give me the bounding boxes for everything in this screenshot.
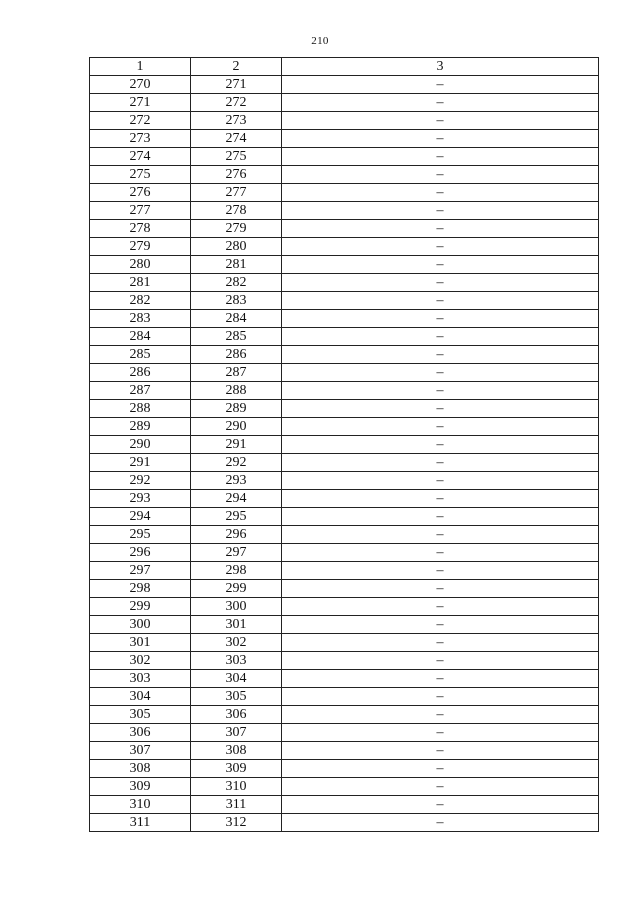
table-cell-col3: – (282, 472, 599, 490)
page-number: 210 (311, 35, 329, 47)
table-cell-col1: 309 (90, 778, 191, 796)
table-cell-col3: – (282, 418, 599, 436)
table-cell-col1: 288 (90, 400, 191, 418)
table-cell-col1: 302 (90, 652, 191, 670)
table-cell-col3: – (282, 436, 599, 454)
table-row (90, 184, 599, 202)
table-cell-col1: 280 (90, 256, 191, 274)
table-cell-col2: 292 (191, 454, 282, 472)
table-cell-col2: 289 (191, 400, 282, 418)
table-cell-col3: – (282, 796, 599, 814)
table-row (90, 310, 599, 328)
table-cell-col3: – (282, 256, 599, 274)
table-cell-col1: 307 (90, 742, 191, 760)
table-cell-col3: – (282, 742, 599, 760)
table-row (90, 202, 599, 220)
table-cell-col2: 276 (191, 166, 282, 184)
column-header-2: 2 (191, 58, 282, 76)
table-row (90, 328, 599, 346)
table-cell-col1: 277 (90, 202, 191, 220)
table-cell-col1: 274 (90, 148, 191, 166)
table-cell-col2: 302 (191, 634, 282, 652)
table-cell-col1: 291 (90, 454, 191, 472)
table-row (90, 382, 599, 400)
table-cell-col1: 283 (90, 310, 191, 328)
table-row (90, 796, 599, 814)
table-row (90, 760, 599, 778)
table-row (90, 220, 599, 238)
table-cell-col2: 299 (191, 580, 282, 598)
table-cell-col2: 291 (191, 436, 282, 454)
table-row (90, 454, 599, 472)
table-cell-col3: – (282, 526, 599, 544)
table-cell-col2: 285 (191, 328, 282, 346)
table-cell-col1: 293 (90, 490, 191, 508)
table-row (90, 346, 599, 364)
table-cell-col3: – (282, 778, 599, 796)
table-cell-col2: 310 (191, 778, 282, 796)
data-table (89, 57, 599, 832)
table-cell-col3: – (282, 652, 599, 670)
table-cell-col2: 287 (191, 364, 282, 382)
table-cell-col1: 292 (90, 472, 191, 490)
table-row (90, 76, 599, 94)
table-cell-col3: – (282, 490, 599, 508)
table-row (90, 112, 599, 130)
table-cell-col2: 272 (191, 94, 282, 112)
table-cell-col1: 290 (90, 436, 191, 454)
table-cell-col3: – (282, 364, 599, 382)
table-row (90, 490, 599, 508)
table-cell-col2: 305 (191, 688, 282, 706)
table-cell-col2: 298 (191, 562, 282, 580)
table-cell-col3: – (282, 328, 599, 346)
table-cell-col3: – (282, 400, 599, 418)
table-cell-col2: 283 (191, 292, 282, 310)
table-row (90, 562, 599, 580)
table-cell-col3: – (282, 706, 599, 724)
table-cell-col3: – (282, 94, 599, 112)
table-cell-col2: 279 (191, 220, 282, 238)
table-cell-col3: – (282, 202, 599, 220)
table-cell-col2: 308 (191, 742, 282, 760)
table-cell-col2: 306 (191, 706, 282, 724)
table-cell-col3: – (282, 184, 599, 202)
table-header (90, 58, 599, 76)
table-row (90, 274, 599, 292)
table-cell-col3: – (282, 220, 599, 238)
table-cell-col1: 275 (90, 166, 191, 184)
table-row (90, 598, 599, 616)
table-cell-col3: – (282, 76, 599, 94)
table-cell-col1: 311 (90, 814, 191, 832)
table-cell-col3: – (282, 580, 599, 598)
table-row (90, 706, 599, 724)
table-cell-col1: 276 (90, 184, 191, 202)
table-cell-col3: – (282, 508, 599, 526)
table-cell-col1: 301 (90, 634, 191, 652)
table-row (90, 616, 599, 634)
table-row (90, 238, 599, 256)
table-cell-col1: 278 (90, 220, 191, 238)
table-cell-col3: – (282, 724, 599, 742)
table-cell-col2: 273 (191, 112, 282, 130)
table-cell-col2: 282 (191, 274, 282, 292)
table-cell-col2: 290 (191, 418, 282, 436)
table-cell-col1: 272 (90, 112, 191, 130)
table-cell-col2: 295 (191, 508, 282, 526)
table-cell-col1: 286 (90, 364, 191, 382)
table-cell-col2: 300 (191, 598, 282, 616)
table-cell-col2: 297 (191, 544, 282, 562)
table-row (90, 670, 599, 688)
table-cell-col1: 304 (90, 688, 191, 706)
column-header-1: 1 (90, 58, 191, 76)
table-row (90, 544, 599, 562)
table-cell-col2: 277 (191, 184, 282, 202)
table-cell-col2: 274 (191, 130, 282, 148)
table-body (90, 76, 599, 832)
table-cell-col3: – (282, 634, 599, 652)
table-row (90, 436, 599, 454)
table-cell-col1: 273 (90, 130, 191, 148)
table-cell-col2: 312 (191, 814, 282, 832)
table-cell-col3: – (282, 130, 599, 148)
table-cell-col2: 304 (191, 670, 282, 688)
table-row (90, 364, 599, 382)
table-cell-col2: 311 (191, 796, 282, 814)
table-cell-col1: 279 (90, 238, 191, 256)
table-cell-col2: 296 (191, 526, 282, 544)
table-cell-col1: 271 (90, 94, 191, 112)
table-cell-col1: 305 (90, 706, 191, 724)
table-row (90, 400, 599, 418)
table-cell-col3: – (282, 382, 599, 400)
table-cell-col1: 295 (90, 526, 191, 544)
table-cell-col1: 285 (90, 346, 191, 364)
table-cell-col1: 299 (90, 598, 191, 616)
table-cell-col2: 303 (191, 652, 282, 670)
table-row (90, 472, 599, 490)
table-row (90, 508, 599, 526)
table-cell-col1: 303 (90, 670, 191, 688)
table-cell-col3: – (282, 544, 599, 562)
table-cell-col3: – (282, 562, 599, 580)
table-cell-col2: 288 (191, 382, 282, 400)
table-row (90, 634, 599, 652)
table-cell-col2: 293 (191, 472, 282, 490)
table-row (90, 94, 599, 112)
table-cell-col1: 308 (90, 760, 191, 778)
table-cell-col3: – (282, 814, 599, 832)
table-cell-col3: – (282, 238, 599, 256)
table-cell-col3: – (282, 112, 599, 130)
table-cell-col3: – (282, 616, 599, 634)
table-row (90, 688, 599, 706)
table-row (90, 256, 599, 274)
table-cell-col3: – (282, 346, 599, 364)
column-header-3: 3 (282, 58, 599, 76)
table-cell-col3: – (282, 274, 599, 292)
table-cell-col2: 309 (191, 760, 282, 778)
table-cell-col3: – (282, 760, 599, 778)
table-row (90, 292, 599, 310)
table-cell-col1: 289 (90, 418, 191, 436)
table-cell-col1: 281 (90, 274, 191, 292)
table-cell-col3: – (282, 598, 599, 616)
table-cell-col1: 297 (90, 562, 191, 580)
table-cell-col3: – (282, 148, 599, 166)
table-cell-col2: 278 (191, 202, 282, 220)
table-cell-col2: 286 (191, 346, 282, 364)
header-row (90, 58, 599, 76)
table-row (90, 778, 599, 796)
table-row (90, 814, 599, 832)
table-row (90, 418, 599, 436)
table-cell-col3: – (282, 688, 599, 706)
table-cell-col2: 307 (191, 724, 282, 742)
table-cell-col2: 275 (191, 148, 282, 166)
table-cell-col2: 301 (191, 616, 282, 634)
table-cell-col1: 306 (90, 724, 191, 742)
table-row (90, 724, 599, 742)
table-row (90, 130, 599, 148)
table-cell-col1: 282 (90, 292, 191, 310)
table-cell-col1: 294 (90, 508, 191, 526)
table-cell-col3: – (282, 454, 599, 472)
table-cell-col3: – (282, 166, 599, 184)
table-row (90, 580, 599, 598)
table-row (90, 742, 599, 760)
table-cell-col1: 300 (90, 616, 191, 634)
table-row (90, 652, 599, 670)
table-cell-col1: 284 (90, 328, 191, 346)
table-cell-col1: 310 (90, 796, 191, 814)
table-cell-col1: 296 (90, 544, 191, 562)
table-cell-col3: – (282, 310, 599, 328)
table-cell-col1: 270 (90, 76, 191, 94)
table-row (90, 148, 599, 166)
table-cell-col1: 298 (90, 580, 191, 598)
table-cell-col2: 294 (191, 490, 282, 508)
table-cell-col1: 287 (90, 382, 191, 400)
table-cell-col2: 281 (191, 256, 282, 274)
table-cell-col2: 271 (191, 76, 282, 94)
table-row (90, 166, 599, 184)
table-cell-col3: – (282, 670, 599, 688)
table-row (90, 526, 599, 544)
table-cell-col3: – (282, 292, 599, 310)
table-cell-col2: 284 (191, 310, 282, 328)
table-cell-col2: 280 (191, 238, 282, 256)
